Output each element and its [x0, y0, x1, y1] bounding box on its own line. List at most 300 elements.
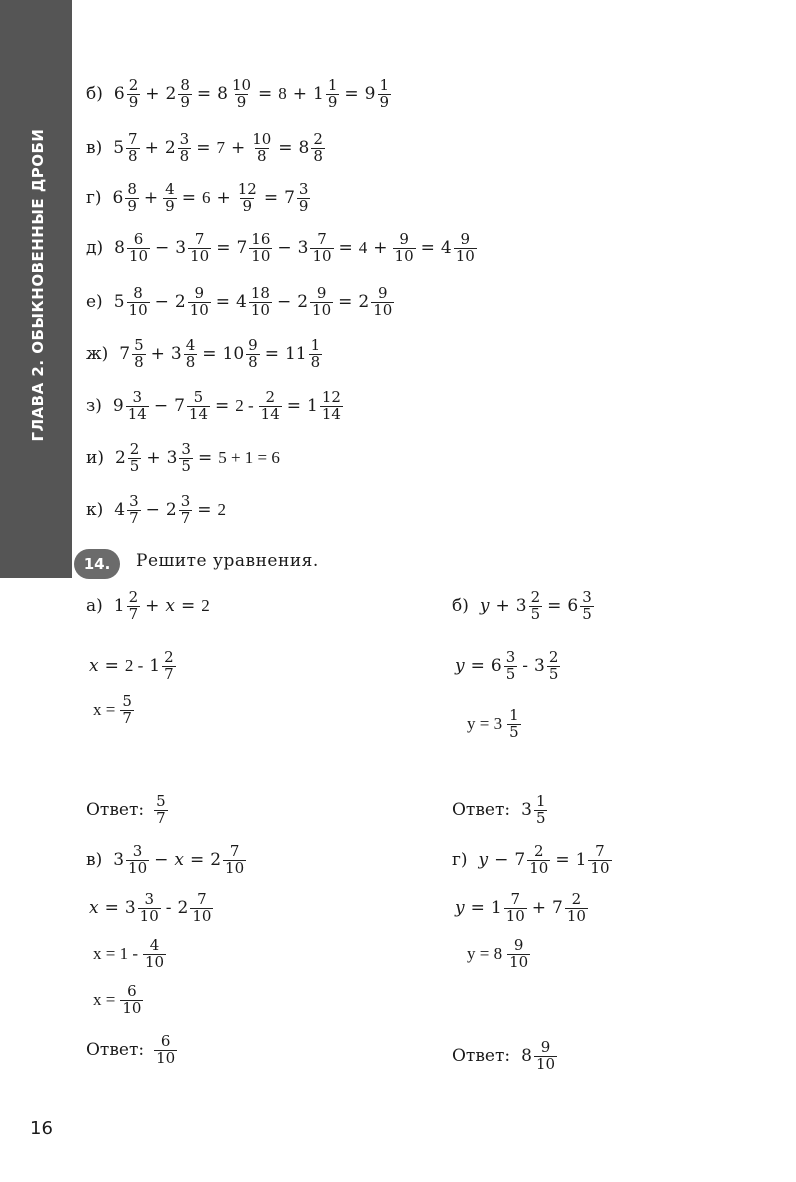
fraction	[310, 286, 333, 319]
mixed-number	[163, 494, 194, 527]
denominator: 10	[128, 246, 149, 265]
numerator: 9	[194, 284, 205, 302]
whole-part: 9	[364, 84, 376, 105]
numerator: 3	[132, 842, 143, 860]
item-label: г)	[452, 850, 468, 871]
fraction	[190, 892, 213, 925]
equation-row	[86, 182, 312, 215]
denominator: 10	[139, 906, 159, 925]
numerator: 3	[179, 130, 190, 148]
denominator: 14	[188, 404, 208, 423]
fraction	[178, 132, 192, 165]
fraction	[504, 892, 527, 925]
numerator: 3	[132, 388, 143, 406]
numerator: 3	[129, 492, 139, 510]
whole-part: 1	[113, 596, 125, 617]
operator: =	[338, 238, 353, 259]
variable: y	[455, 898, 465, 919]
operator: =	[216, 238, 231, 259]
denominator: 10	[566, 906, 586, 925]
denominator: 10	[509, 952, 529, 971]
whole-part: 7	[284, 188, 295, 209]
numerator: 1	[310, 336, 321, 354]
denominator: 9	[298, 196, 309, 215]
whole-part: 6	[113, 84, 125, 105]
denominator: 8	[179, 146, 190, 165]
mixed-number	[488, 892, 529, 925]
fraction	[230, 78, 253, 111]
numerator: 9	[248, 336, 258, 354]
mixed-number	[518, 794, 549, 827]
numerator: 2	[265, 388, 275, 406]
denominator: 10	[535, 1054, 556, 1073]
operator: +	[145, 596, 160, 617]
whole-part: 2	[164, 138, 176, 159]
whole-part: 7	[514, 850, 526, 871]
fraction	[126, 132, 140, 165]
whole-part: 5	[113, 138, 125, 159]
equation-row	[86, 132, 327, 165]
equation-row	[86, 78, 393, 111]
fraction	[565, 892, 588, 925]
whole-part: 3	[170, 344, 182, 365]
numerator: 4	[149, 936, 160, 954]
whole-part: 4	[114, 500, 126, 521]
operator: -	[522, 656, 528, 677]
fraction	[309, 338, 323, 371]
fraction	[249, 232, 272, 265]
equation-row	[90, 984, 145, 1017]
denominator: 10	[225, 858, 245, 877]
mixed-number	[118, 984, 145, 1017]
numerator: 9	[316, 284, 327, 302]
term: 7	[216, 138, 225, 158]
denominator: 5	[548, 664, 559, 683]
whole-part: 3	[521, 800, 532, 821]
whole-part: 2	[114, 448, 126, 469]
denominator: 10	[122, 998, 142, 1017]
mixed-number	[233, 232, 274, 265]
equation-row	[452, 590, 596, 623]
denominator: 9	[180, 92, 190, 111]
item-label: а)	[86, 596, 103, 617]
mixed-number	[296, 132, 327, 165]
operator: +	[495, 596, 510, 617]
numerator: 3	[181, 440, 191, 458]
denominator: 5	[181, 456, 191, 475]
fraction	[120, 694, 134, 727]
denominator: 9	[127, 196, 137, 215]
denominator: 5	[505, 664, 516, 683]
variable: x	[165, 596, 175, 617]
mixed-number	[110, 390, 151, 423]
whole-part: 3	[515, 596, 527, 617]
denominator: 8	[134, 352, 144, 371]
mixed-number	[295, 232, 336, 265]
mixed-number	[111, 78, 142, 111]
denominator: 10	[455, 246, 475, 265]
fraction	[143, 938, 166, 971]
denominator: 14	[127, 404, 147, 423]
whole-part: 1	[490, 898, 502, 919]
equation-row	[86, 286, 396, 319]
numerator: 8	[127, 180, 137, 198]
term: y = 3	[467, 714, 503, 734]
operator: =	[189, 850, 205, 871]
whole-part: 5	[113, 292, 125, 313]
denominator: 7	[164, 664, 174, 683]
equation-row	[452, 844, 614, 877]
whole-part: 1	[575, 850, 587, 871]
term: 6	[201, 188, 211, 208]
fraction	[120, 984, 143, 1017]
numerator: 3	[505, 648, 516, 666]
operator: +	[145, 84, 160, 105]
chapter-sidebar	[0, 0, 72, 578]
operator: =	[555, 850, 570, 871]
fraction	[236, 182, 259, 215]
mixed-number	[111, 590, 142, 623]
mixed-number	[111, 232, 152, 265]
fraction	[454, 232, 477, 265]
denominator: 9	[379, 92, 390, 111]
term: 2	[217, 500, 227, 520]
whole-part: 3	[166, 448, 178, 469]
whole-part: 3	[124, 898, 136, 919]
fraction	[125, 182, 139, 215]
denominator: 10	[156, 1048, 176, 1067]
mixed-number	[281, 182, 312, 215]
denominator: 10	[529, 858, 549, 877]
whole-part: 7	[119, 344, 131, 365]
operator: −	[277, 238, 292, 259]
mixed-number	[110, 844, 151, 877]
numerator: 3	[180, 492, 191, 510]
mixed-number	[207, 844, 248, 877]
numerator: 8	[180, 76, 190, 94]
fraction	[127, 590, 141, 623]
mixed-number	[122, 892, 163, 925]
mixed-number	[310, 78, 341, 111]
fraction	[259, 390, 282, 423]
answer-label: Ответ:	[452, 800, 511, 821]
whole-part: 7	[174, 396, 185, 417]
numerator: 3	[298, 180, 309, 198]
operator: +	[292, 84, 308, 105]
operator: +	[146, 448, 161, 469]
numerator: 16	[251, 230, 271, 248]
fraction	[126, 390, 149, 423]
mixed-number	[116, 338, 147, 371]
mixed-number	[549, 892, 590, 925]
denominator: 10	[505, 906, 525, 925]
denominator: 5	[509, 722, 519, 741]
numerator: 3	[144, 890, 154, 908]
variable: x	[174, 850, 184, 871]
numerator: 2	[530, 588, 541, 606]
denominator: 10	[394, 246, 414, 265]
fraction	[132, 338, 146, 371]
answer-label: Ответ:	[86, 1040, 145, 1061]
whole-part: 7	[552, 898, 563, 919]
fraction	[326, 78, 340, 111]
fraction	[246, 338, 260, 371]
fraction	[127, 286, 150, 319]
fraction	[504, 650, 518, 683]
whole-part: 3	[297, 238, 309, 259]
fraction	[320, 390, 343, 423]
denominator: 5	[129, 456, 140, 475]
task-number-badge: 14.	[74, 549, 120, 579]
term: 4	[358, 238, 368, 258]
numerator: 9	[540, 1038, 551, 1056]
denominator: 10	[590, 858, 610, 877]
mixed-number	[110, 182, 141, 215]
operator: +	[373, 238, 388, 259]
fraction	[534, 794, 548, 827]
operator: =	[181, 596, 196, 617]
item-label: в)	[86, 138, 103, 159]
mixed-number	[304, 390, 345, 423]
operator: +	[230, 138, 246, 159]
fraction	[250, 132, 273, 165]
denominator: 10	[189, 300, 209, 319]
equation-row	[86, 494, 229, 527]
equation-row	[452, 794, 549, 827]
numerator: 2	[534, 842, 544, 860]
fraction	[311, 132, 325, 165]
equation-row	[86, 892, 215, 925]
term: 2 -	[124, 656, 144, 676]
whole-part: 11	[284, 344, 307, 365]
variable: y	[479, 596, 490, 617]
mixed-number	[214, 78, 255, 111]
numerator: 4	[185, 336, 196, 354]
denominator: 8	[313, 146, 323, 165]
mixed-number	[118, 694, 136, 727]
fraction	[154, 794, 168, 827]
mixed-number	[172, 286, 213, 319]
term: 2 -	[235, 396, 254, 416]
term: 2	[201, 596, 210, 616]
denominator: 10	[145, 952, 165, 971]
fraction	[162, 650, 176, 683]
operator: =	[338, 292, 353, 313]
operator: =	[196, 84, 212, 105]
whole-part: 8	[114, 238, 125, 259]
task-instruction: Решите уравнения.	[136, 551, 319, 571]
item-label: б)	[86, 84, 103, 105]
numerator: 9	[460, 230, 471, 248]
fraction	[178, 78, 192, 111]
denominator: 10	[128, 300, 148, 319]
numerator: 4	[165, 180, 175, 198]
numerator: 7	[229, 842, 240, 860]
numerator: 1	[535, 792, 546, 810]
mixed-number	[111, 494, 142, 527]
equation-row	[90, 938, 168, 971]
operator: =	[286, 396, 302, 417]
mixed-number	[531, 650, 562, 683]
operator: −	[276, 292, 292, 313]
mixed-number	[355, 286, 396, 319]
numerator: 5	[122, 692, 132, 710]
whole-part: 3	[533, 656, 545, 677]
operator: +	[143, 188, 159, 209]
term: x =	[93, 990, 116, 1010]
numerator: 6	[127, 982, 137, 1000]
fraction	[297, 182, 311, 215]
denominator: 7	[156, 808, 166, 827]
denominator: 8	[310, 352, 321, 371]
fraction	[223, 844, 246, 877]
mixed-number	[505, 708, 523, 741]
mixed-number	[518, 1040, 559, 1073]
equation-row	[452, 650, 562, 683]
equation-row	[90, 694, 136, 727]
numerator: 18	[250, 284, 270, 302]
mixed-number	[172, 232, 213, 265]
denominator: 8	[248, 352, 258, 371]
fraction	[188, 286, 211, 319]
operator: =	[202, 344, 217, 365]
operator: =	[264, 344, 279, 365]
denominator: 5	[582, 604, 592, 623]
mixed-number	[152, 794, 170, 827]
denominator: 7	[128, 604, 139, 623]
numerator: 3	[582, 588, 592, 606]
fraction	[310, 232, 333, 265]
fraction	[371, 286, 394, 319]
mixed-number	[564, 590, 595, 623]
operator: =	[215, 396, 230, 417]
fraction	[163, 182, 177, 215]
denominator: 10	[192, 906, 212, 925]
mixed-number	[511, 844, 552, 877]
fraction	[127, 232, 150, 265]
item-label: и)	[86, 448, 104, 469]
mixed-number	[220, 338, 262, 371]
answer-label: Ответ:	[86, 800, 145, 821]
operator: =	[196, 138, 211, 159]
mixed-number	[175, 892, 216, 925]
mixed-number	[161, 182, 179, 215]
denominator: 9	[165, 196, 175, 215]
numerator: 5	[134, 336, 144, 354]
term: y = 8	[467, 944, 503, 964]
operator: +	[144, 138, 159, 159]
whole-part: 8	[217, 84, 228, 105]
item-label: д)	[86, 238, 104, 259]
mixed-number	[110, 132, 141, 165]
whole-part: 10	[222, 344, 245, 365]
variable: y	[455, 656, 465, 677]
numerator: 5	[156, 792, 166, 810]
whole-part: 2	[174, 292, 186, 313]
mixed-number	[162, 132, 193, 165]
mixed-number	[438, 232, 479, 265]
operator: =	[420, 238, 435, 259]
denominator: 7	[129, 508, 139, 527]
fraction	[507, 938, 530, 971]
mixed-number	[294, 286, 335, 319]
operator: =	[470, 656, 485, 677]
operator: −	[154, 850, 169, 871]
fraction	[127, 494, 141, 527]
operator: −	[153, 396, 169, 417]
fraction	[127, 78, 141, 111]
operator: =	[258, 84, 273, 105]
equation-row	[86, 650, 178, 683]
denominator: 7	[180, 508, 191, 527]
denominator: 7	[122, 708, 132, 727]
mixed-number	[164, 442, 195, 475]
numerator: 2	[571, 890, 582, 908]
mixed-number	[111, 286, 152, 319]
equation-row	[452, 1040, 559, 1073]
denominator: 10	[251, 246, 271, 265]
equation-row	[464, 708, 523, 741]
operator: −	[154, 292, 169, 313]
denominator: 14	[260, 404, 280, 423]
fraction	[507, 708, 521, 741]
equation-row	[452, 892, 590, 925]
numerator: 5	[193, 388, 204, 406]
denominator: 9	[236, 92, 247, 111]
whole-part: 8	[521, 1046, 532, 1067]
fraction	[179, 442, 193, 475]
operator: +	[216, 188, 231, 209]
operator: -	[165, 898, 172, 919]
numerator: 2	[313, 130, 323, 148]
term: 8	[278, 84, 287, 104]
answer-label: Ответ:	[452, 1046, 511, 1067]
mixed-number	[362, 78, 393, 111]
equation-row	[86, 844, 248, 877]
numerator: 1	[509, 706, 519, 724]
denominator: 9	[128, 92, 139, 111]
whole-part: 8	[298, 138, 310, 159]
numerator: 1	[327, 76, 338, 94]
whole-part: 2	[210, 850, 222, 871]
mixed-number	[282, 338, 324, 371]
numerator: 10	[231, 76, 252, 94]
numerator: 2	[128, 76, 139, 94]
operator: +	[150, 344, 165, 365]
operator: −	[145, 500, 160, 521]
operator: −	[494, 850, 509, 871]
denominator: 10	[250, 300, 270, 319]
fraction	[534, 1040, 557, 1073]
operator: =	[215, 292, 231, 313]
whole-part: 7	[236, 238, 248, 259]
denominator: 10	[312, 300, 332, 319]
denominator: 10	[128, 858, 148, 877]
denominator: 9	[242, 196, 253, 215]
numerator: 2	[164, 648, 174, 666]
item-label: в)	[86, 850, 103, 871]
numerator: 9	[377, 284, 388, 302]
fraction	[188, 232, 211, 265]
numerator: 6	[133, 230, 144, 248]
mixed-number	[146, 650, 177, 683]
fraction	[126, 844, 149, 877]
mixed-number	[233, 286, 274, 319]
denominator: 10	[190, 246, 210, 265]
fraction	[187, 390, 210, 423]
equation-row	[86, 232, 479, 265]
variable: x	[89, 898, 99, 919]
